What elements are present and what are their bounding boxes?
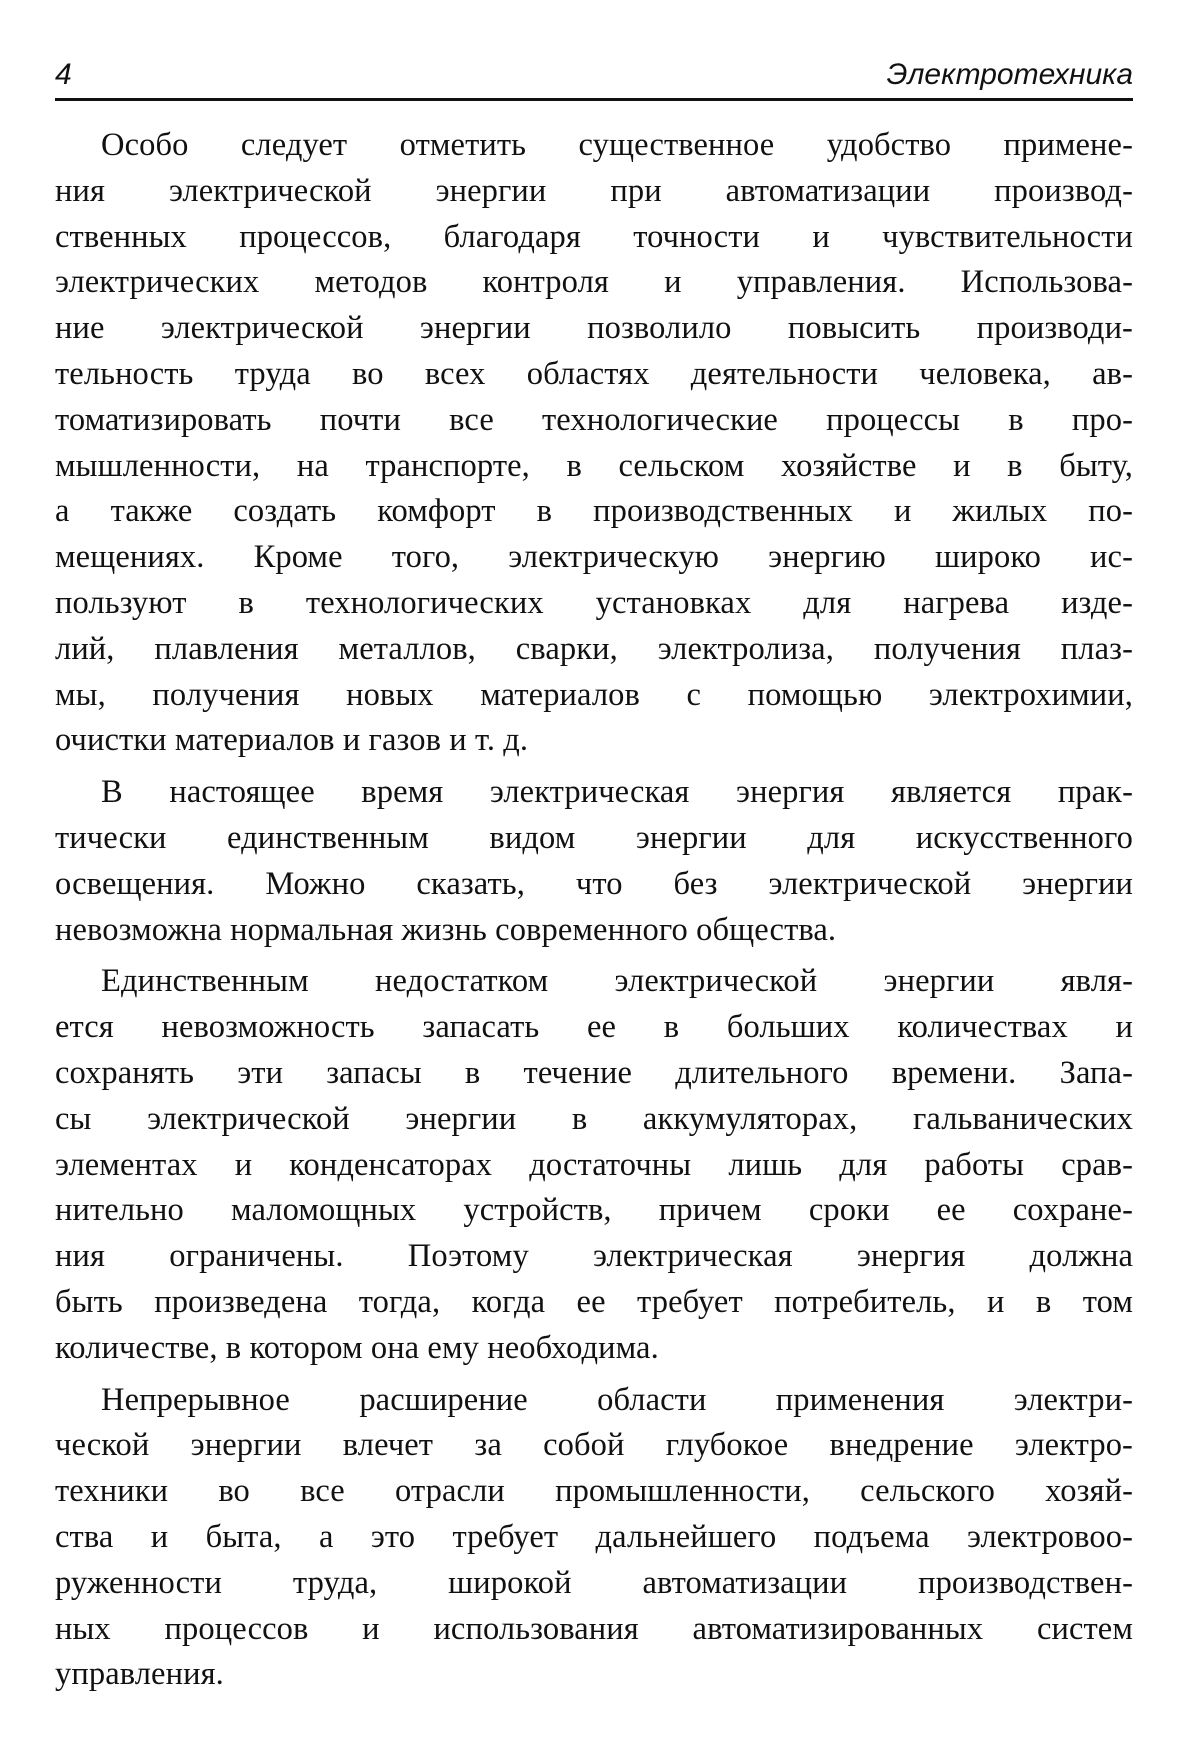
text-line: ства и быта, а это требует дальнейшего подъема электровоо- (55, 1518, 1133, 1555)
text-line: ческой энергии влечет за собой глубокое внедрение электро- (55, 1427, 1133, 1464)
paragraph (55, 123, 1133, 764)
text-line: тельность труда во всех областях деятельности человека, ав- (55, 355, 1133, 392)
text-line: Особо следует отметить существенное удобство примене- (101, 127, 1133, 163)
paragraph (55, 770, 1133, 953)
text-line: ных процессов и использования автоматизированных систем (55, 1610, 1133, 1647)
text-line: очистки материалов и газов и т. д. (55, 722, 529, 759)
text-line: ния электрической энергии при автоматизации производ- (55, 172, 1133, 209)
text-line: Единственным недостатком электрической энергии явля- (101, 963, 1133, 1000)
text-line: пользуют в технологических установках для нагрева изде- (55, 584, 1133, 621)
text-line: невозможна нормальная жизнь современного общества. (55, 911, 837, 948)
running-head (55, 52, 1133, 101)
text-line: ния ограничены. Поэтому электрическая энергия должна (55, 1238, 1133, 1275)
text-line: мы, получения новых материалов с помощью электрохимии, (55, 676, 1133, 713)
text-line: нительно маломощных устройств, причем сроки ее сохране- (55, 1192, 1133, 1229)
text-line: руженности труда, широкой автоматизации производствен- (55, 1564, 1133, 1601)
text-line: В настоящее время электрическая энергия является прак- (101, 774, 1133, 811)
text-line: управления. (55, 1656, 224, 1693)
text-line: количестве, в котором она ему необходима. (55, 1329, 659, 1366)
text-line: сы электрической энергии в аккумуляторах, гальванических (55, 1100, 1133, 1137)
running-title: Электротехника (886, 58, 1133, 91)
text-line: электрических методов контроля и управления. Использова- (55, 264, 1133, 301)
text-line: мещениях. Кроме того, электрическую энергию широко ис- (55, 539, 1133, 576)
text-line: томатизировать почти все технологические процессы в про- (55, 401, 1133, 438)
text-line: Непрерывное расширение области применения электри- (101, 1381, 1133, 1418)
text-line: лий, плавления металлов, сварки, электролиза, получения плаз- (55, 630, 1133, 667)
text-line: быть произведена тогда, когда ее требует потребитель, и в том (55, 1283, 1133, 1320)
text-line: элементах и конденсаторах достаточны лишь для работы срав- (55, 1146, 1133, 1183)
text-line: сохранять эти запасы в течение длительного времени. Запа- (55, 1054, 1133, 1091)
text-line: ние электрической энергии позволило повысить производи- (55, 310, 1133, 347)
text-line: тически единственным видом энергии для искусственного (55, 819, 1133, 856)
text-line: ственных процессов, благодаря точности и чувствительности (55, 218, 1133, 255)
text-line: техники во все отрасли промышленности, сельского хозяй- (55, 1473, 1133, 1510)
text-line: а также создать комфорт в производственных и жилых по- (55, 493, 1133, 530)
text-line: мышленности, на транспорте, в сельском хозяйстве и в быту, (55, 447, 1133, 484)
text-line: освещения. Можно сказать, что без электрической энергии (55, 865, 1133, 902)
page-number: 4 (55, 58, 72, 91)
paragraph (55, 1378, 1133, 1699)
body-text (55, 123, 1133, 1704)
text-line: ется невозможность запасать ее в больших количествах и (55, 1009, 1133, 1046)
paragraph (55, 959, 1133, 1371)
